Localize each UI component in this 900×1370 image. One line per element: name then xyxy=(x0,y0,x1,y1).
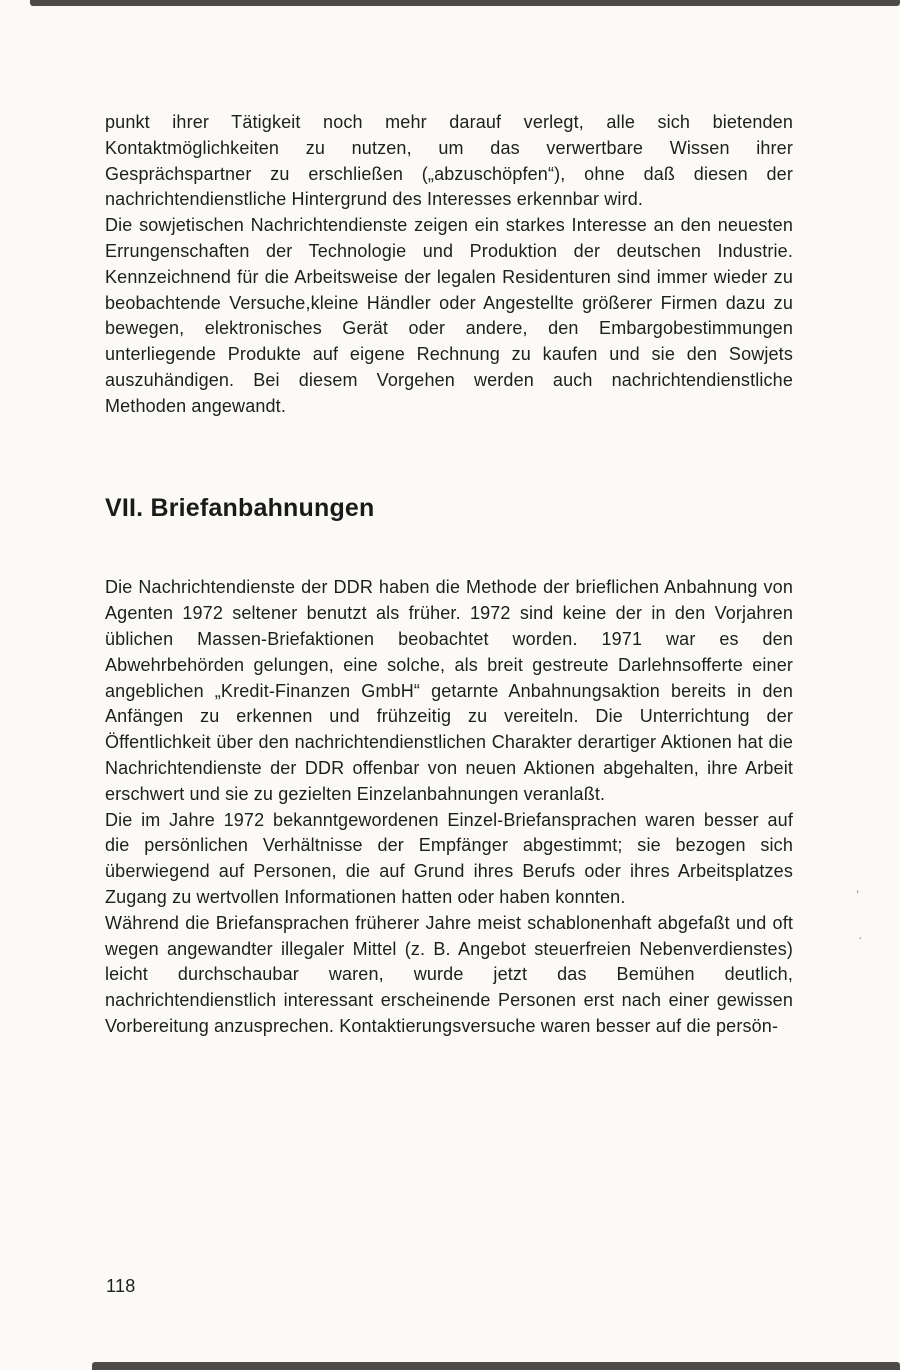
paragraph: Die im Jahre 1972 bekanntgewordenen Einzel-Briefansprachen waren besser auf die persönlichen Verhältnisse der Empfänger abgestimmt; sie bezogen sich überwiegend auf Personen, die auf Grund ihres Berufs oder ihres Arbeitsplatzes Zugang zu wertvollen Informationen hatten oder haben konnten. xyxy=(105,809,793,907)
scan-edge-bottom-artifact xyxy=(92,1362,900,1370)
scan-speck-artifact: · xyxy=(858,929,863,945)
section-heading: VII. Briefanbahnungen xyxy=(105,493,375,522)
paragraph: Die sowjetischen Nachrichtendienste zeigen ein starkes Interesse an den neuesten Errungenschaften der Technologie und Produktion der deutschen Industrie. Kennzeichnend für die Arbeitsweise der legalen Residenturen sind immer wieder zu beobachtende Versuche,kleine Händler oder Angestellte größerer Firmen dazu zu bewegen, elektronisches Gerät oder andere, den Embargobestimmungen unterliegende Produkte auf eigene Rechnung zu kaufen und sie den Sowjets auszuhändigen. Bei diesem Vorgehen werden auch nachrichtendienstliche Methoden angewandt. xyxy=(105,215,793,416)
paragraph: Die Nachrichtendienste der DDR haben die Methode der brieflichen Anbahnung von Agenten 1972 seltener benutzt als früher. 1972 sind keine der in den Vorjahren üblichen Massen-Briefaktionen beobachtet worden. 1971 war es den Abwehrbehörden gelungen, eine solche, als breit gestreute Darlehnsofferte einer angeblichen „Kredit-Finanzen GmbH“ getarnte Anbahnungsaktion bereits in den Anfängen zu erkennen und frühzeitig zu vereiteln. Die Unterrichtung der Öffentlichkeit über den nachrichtendienstlichen Charakter derartiger Aktionen hat die Nachrichtendienste der DDR offenbar von neuen Aktionen abgehalten, ihre Arbeit erschwert und sie zu gezielten Einzelanbahnungen veranlaßt. xyxy=(105,577,793,804)
scan-edge-top-artifact xyxy=(30,0,900,6)
page-text-block xyxy=(105,110,793,1040)
page-number: 118 xyxy=(106,1276,136,1296)
scan-speck-artifact: ’ xyxy=(856,887,860,903)
paragraph-continuation: punkt ihrer Tätigkeit noch mehr darauf verlegt, alle sich bietenden Kontaktmöglichkeiten zu nutzen, um das verwertbare Wissen ihrer Gesprächspartner zu erschließen („abzuschöpfen“), ohne daß diesen der nachrichtendienstliche Hintergrund des Interesses erkennbar wird. xyxy=(105,112,793,210)
paragraph: Während die Briefansprachen früherer Jahre meist schablonenhaft abgefaßt und oft wegen angewandter illegaler Mittel (z. B. Angebot steuerfreien Nebenverdienstes) leicht durchschaubar waren, wurde jetzt das Bemühen deutlich, nachrichtendienstlich interessant erscheinende Personen erst nach einer gewissen Vorbereitung anzusprechen. Kontaktierungsversuche waren besser auf die persön- xyxy=(105,912,793,1036)
